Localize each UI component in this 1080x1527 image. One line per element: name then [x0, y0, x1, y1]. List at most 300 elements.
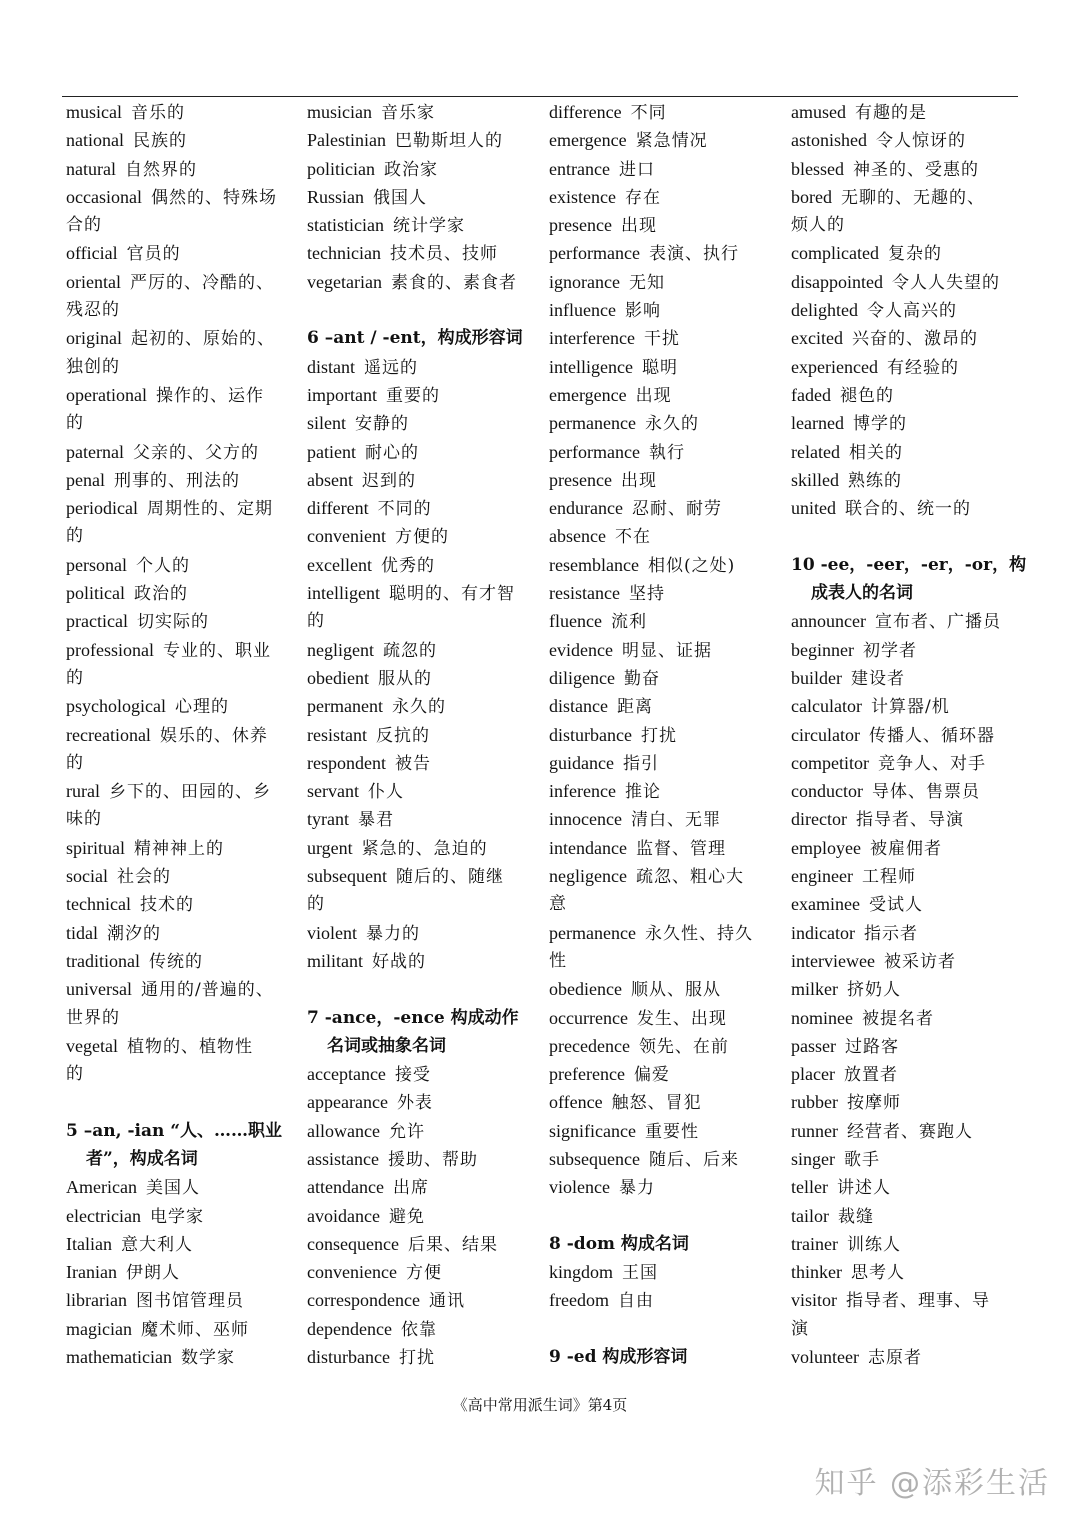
english-word: resistance [549, 583, 620, 604]
word-entry [549, 551, 791, 579]
english-word: bored [791, 186, 832, 207]
word-entry [791, 324, 1033, 352]
word-entry [307, 155, 549, 183]
english-word: trainer [791, 1233, 838, 1254]
word-entry [307, 183, 549, 211]
chinese-meaning: 通用的/普遍的、 [140, 980, 274, 1001]
spacer [307, 296, 549, 324]
chinese-meaning: 思考人 [851, 1263, 905, 1284]
chinese-meaning: 依靠 [400, 1319, 437, 1340]
chinese-meaning: 起初的、原始的、 [131, 329, 275, 350]
english-word: astonished [791, 130, 867, 151]
word-entry [791, 155, 1033, 183]
chinese-meaning: 仆人 [367, 782, 404, 803]
english-word: emergence [549, 130, 627, 151]
column-4 [791, 98, 1033, 1371]
english-word: excellent [307, 554, 372, 575]
english-word: professional [66, 639, 154, 660]
english-word: difference [549, 102, 622, 122]
chinese-meaning: 的 [307, 894, 325, 915]
chinese-meaning: 相似(之处) [647, 555, 736, 576]
chinese-meaning: 独创的 [66, 356, 120, 377]
meaning-continuation [66, 296, 307, 324]
english-word: disappointed [791, 271, 883, 292]
english-word: statistician [307, 215, 384, 236]
english-word: indicator [791, 922, 855, 943]
word-entry [307, 721, 549, 749]
chinese-meaning: 精神神上的 [134, 838, 224, 859]
english-word: mathematician [66, 1347, 172, 1368]
word-entry [307, 947, 549, 975]
section-heading: 10 -ee，-eer，-er，-or，构 [791, 554, 1027, 575]
chinese-meaning: 个人的 [135, 555, 190, 576]
chinese-meaning: 方便 [405, 1263, 442, 1284]
chinese-meaning: 通讯 [428, 1291, 465, 1312]
word-entry [66, 919, 307, 947]
word-entry [307, 522, 549, 550]
chinese-meaning: 统计学家 [392, 216, 465, 237]
chinese-meaning: 魔术师、巫师 [140, 1319, 249, 1340]
english-word: Iranian [66, 1262, 117, 1283]
english-word: recreational [66, 724, 151, 745]
english-word: subsequent [307, 866, 387, 887]
word-entry [549, 919, 791, 947]
word-entry [549, 749, 791, 777]
word-entry [549, 834, 791, 862]
meaning-continuation [791, 211, 1033, 239]
word-entry [791, 1060, 1033, 1088]
word-entry [791, 1032, 1033, 1060]
chinese-meaning: 外表 [396, 1093, 433, 1114]
chinese-meaning: 流利 [610, 612, 647, 633]
chinese-meaning: 社会的 [117, 867, 171, 888]
chinese-meaning: 讲述人 [836, 1178, 891, 1199]
word-entry [549, 268, 791, 296]
english-word: dependence [307, 1318, 392, 1339]
english-word: patient [307, 441, 356, 462]
chinese-meaning: 安静的 [355, 414, 409, 435]
chinese-meaning: 计算器/机 [870, 697, 950, 718]
word-entry [549, 777, 791, 805]
english-word: influence [549, 300, 616, 321]
word-entry [549, 126, 791, 154]
chinese-meaning: 干扰 [643, 329, 680, 350]
meaning-continuation [307, 607, 549, 635]
chinese-meaning: 不在 [614, 527, 651, 548]
chinese-meaning: 出现 [620, 216, 657, 237]
chinese-meaning: 无知 [628, 272, 665, 293]
chinese-meaning: 允许 [388, 1121, 425, 1142]
watermark-text: 知乎 @添彩生活 [814, 1466, 1050, 1501]
chinese-meaning: 志原者 [867, 1348, 922, 1369]
chinese-meaning: 影响 [624, 301, 661, 322]
top-rule [62, 96, 1018, 97]
english-word: respondent [307, 752, 386, 773]
section-heading: 9 -ed 构成形容词 [549, 1347, 688, 1368]
word-entry [307, 239, 549, 267]
english-word: violence [549, 1177, 610, 1198]
chinese-meaning: 监督、管理 [635, 838, 726, 859]
chinese-meaning: 音乐家 [381, 103, 435, 123]
section-heading: 者”，构成名词 [86, 1148, 198, 1169]
word-entry [549, 353, 791, 381]
chinese-meaning: 暴君 [358, 810, 394, 831]
word-entry [66, 890, 307, 918]
word-entry [66, 1286, 307, 1314]
english-word: Italian [66, 1233, 112, 1254]
english-word: beginner [791, 639, 854, 660]
chinese-meaning: 切实际的 [136, 612, 209, 633]
word-entry [307, 777, 549, 805]
chinese-meaning: 操作的、运作 [155, 385, 264, 406]
chinese-meaning: 令人高兴的 [866, 301, 957, 322]
word-entry [307, 381, 549, 409]
chinese-meaning: 俄国人 [373, 187, 428, 208]
english-word: placer [791, 1064, 835, 1085]
word-entry [307, 1145, 549, 1173]
word-entry [66, 1173, 307, 1201]
english-word: periodical [66, 498, 138, 519]
chinese-meaning: 父亲的、父方的 [132, 442, 259, 463]
word-entry [791, 438, 1033, 466]
chinese-meaning: 性 [549, 950, 567, 971]
english-word: volunteer [791, 1347, 859, 1368]
chinese-meaning: 援助、帮助 [387, 1149, 478, 1170]
meaning-continuation [66, 664, 307, 692]
word-entry [791, 777, 1033, 805]
english-word: absent [307, 469, 353, 490]
chinese-meaning: 疏忽的 [382, 640, 437, 661]
english-word: preference [549, 1064, 625, 1085]
word-entry [791, 890, 1033, 918]
english-word: amused [791, 102, 846, 122]
english-word: operational [66, 384, 147, 405]
chinese-meaning: 美国人 [145, 1178, 200, 1199]
english-word: occurrence [549, 1007, 628, 1028]
word-entry [791, 1117, 1033, 1145]
word-entry [791, 692, 1033, 720]
chinese-meaning: 触怒、冒犯 [611, 1093, 702, 1114]
english-word: builder [791, 667, 842, 688]
chinese-meaning: 有趣的是 [854, 103, 927, 123]
chinese-meaning: 技术员、技师 [389, 244, 498, 265]
english-word: freedom [549, 1290, 609, 1311]
word-entry [307, 126, 549, 154]
word-entry [791, 239, 1033, 267]
word-entry [307, 692, 549, 720]
chinese-meaning: 巴勒斯坦人的 [395, 131, 503, 152]
word-entry [549, 692, 791, 720]
chinese-meaning: 残忍的 [66, 300, 120, 321]
chinese-meaning: 宣布者、广播员 [874, 612, 1001, 633]
chinese-meaning: 清白、无罪 [630, 810, 721, 831]
english-word: performance [549, 441, 640, 462]
word-entry [307, 353, 549, 381]
word-entry [307, 1343, 549, 1371]
meaning-continuation [66, 353, 307, 381]
section-heading: 成表人的名词 [811, 583, 913, 604]
english-word: different [307, 498, 369, 519]
word-entry [307, 409, 549, 437]
word-entry [307, 1258, 549, 1286]
english-word: milker [791, 979, 838, 1000]
chinese-meaning: 出席 [392, 1178, 429, 1199]
word-entry [66, 381, 307, 409]
english-word: spiritual [66, 837, 125, 858]
word-entry [791, 1088, 1033, 1116]
english-word: skilled [791, 469, 839, 490]
chinese-meaning: 放置者 [843, 1065, 898, 1086]
english-word: resemblance [549, 554, 639, 575]
english-word: violent [307, 922, 357, 943]
chinese-meaning: 政治的 [133, 584, 188, 605]
word-entry [307, 466, 549, 494]
word-entry [66, 324, 307, 352]
word-entry [791, 381, 1033, 409]
word-entry [66, 494, 307, 522]
word-entry [549, 324, 791, 352]
spacer [549, 1315, 791, 1343]
word-entry [307, 494, 549, 522]
chinese-meaning: 指导者、导演 [855, 810, 964, 831]
english-word: endurance [549, 498, 623, 519]
english-word: practical [66, 611, 128, 632]
word-entry [66, 551, 307, 579]
word-entry [307, 1060, 549, 1088]
english-word: Palestinian [307, 130, 386, 151]
english-word: rural [66, 781, 100, 802]
chinese-meaning: 的 [66, 413, 84, 434]
english-word: permanence [549, 413, 636, 434]
word-entry [549, 98, 791, 126]
word-entry [791, 296, 1033, 324]
chinese-meaning: 王国 [622, 1263, 659, 1284]
word-entry [66, 1258, 307, 1286]
english-word: faded [791, 384, 831, 405]
chinese-meaning: 心理的 [174, 697, 229, 718]
chinese-meaning: 顺从、服从 [630, 980, 721, 1001]
english-word: personal [66, 554, 127, 575]
chinese-meaning: 打扰 [398, 1348, 435, 1369]
english-word: excited [791, 328, 843, 349]
english-word: entrance [549, 158, 610, 179]
chinese-meaning: 指引 [622, 753, 659, 774]
word-entry [66, 947, 307, 975]
english-word: servant [307, 781, 359, 802]
english-word: engineer [791, 866, 853, 887]
english-word: examinee [791, 894, 860, 915]
english-word: runner [791, 1120, 838, 1141]
chinese-meaning: 优秀的 [380, 555, 435, 576]
meaning-continuation [549, 890, 791, 918]
word-entry [791, 919, 1033, 947]
chinese-meaning: 合的 [66, 215, 102, 236]
chinese-meaning: 熟练的 [848, 470, 902, 491]
english-word: silent [307, 413, 346, 434]
english-word: disturbance [307, 1347, 390, 1368]
chinese-meaning: 方便的 [394, 527, 449, 548]
word-entry [549, 636, 791, 664]
chinese-meaning: 受试人 [868, 895, 923, 916]
english-word: important [307, 384, 377, 405]
word-entry [307, 1117, 549, 1145]
chinese-meaning: 领先、在前 [638, 1036, 729, 1057]
english-word: innocence [549, 809, 622, 830]
word-entry [549, 1032, 791, 1060]
chinese-meaning: 电学家 [149, 1206, 204, 1227]
chinese-meaning: 烦人的 [791, 215, 845, 236]
word-entry [307, 1173, 549, 1201]
word-entry [307, 664, 549, 692]
chinese-meaning: 指示者 [863, 923, 918, 944]
chinese-meaning: 永久性、持久 [644, 923, 753, 944]
chinese-meaning: 偏爱 [633, 1065, 670, 1086]
word-entry [66, 579, 307, 607]
word-entry [307, 834, 549, 862]
english-word: employee [791, 837, 861, 858]
english-word: singer [791, 1148, 835, 1169]
chinese-meaning: 进口 [618, 159, 655, 180]
chinese-meaning: 发生、出现 [636, 1008, 727, 1029]
word-entry [307, 636, 549, 664]
chinese-meaning: 打扰 [640, 725, 677, 746]
english-word: competitor [791, 752, 869, 773]
english-word: oriental [66, 271, 121, 292]
english-word: assistance [307, 1148, 379, 1169]
word-entry [66, 862, 307, 890]
word-entry [66, 777, 307, 805]
section-heading: 8 -dom 构成名词 [549, 1233, 689, 1254]
english-word: tailor [791, 1205, 829, 1226]
word-entry [549, 721, 791, 749]
chinese-meaning: 博学的 [852, 414, 907, 435]
english-word: evidence [549, 639, 613, 660]
english-word: ignorance [549, 271, 620, 292]
chinese-meaning: 表演、执行 [648, 244, 739, 265]
section-heading: 6 –ant / -ent，构成形容词 [307, 328, 523, 349]
word-entry [549, 1173, 791, 1201]
chinese-meaning: 有经验的 [886, 357, 959, 378]
english-word: psychological [66, 696, 166, 717]
chinese-meaning: 竞争人、对手 [877, 753, 986, 774]
english-word: vegetarian [307, 271, 382, 292]
english-word: learned [791, 413, 844, 434]
english-word: announcer [791, 611, 866, 632]
english-word: offence [549, 1092, 603, 1113]
english-word: traditional [66, 950, 140, 971]
word-entry [66, 692, 307, 720]
english-word: tidal [66, 922, 98, 943]
english-word: universal [66, 979, 132, 1000]
english-word: magician [66, 1318, 132, 1339]
word-entry [791, 1145, 1033, 1173]
word-entry [307, 98, 549, 126]
english-word: tyrant [307, 809, 349, 830]
chinese-meaning: 自由 [617, 1291, 654, 1312]
english-word: significance [549, 1120, 636, 1141]
chinese-meaning: 遥远的 [364, 357, 418, 378]
english-word: American [66, 1177, 137, 1198]
chinese-meaning: 出现 [620, 470, 657, 491]
chinese-meaning: 的 [66, 526, 84, 547]
english-word: attendance [307, 1177, 384, 1198]
chinese-meaning: 民族的 [132, 131, 187, 152]
word-entry [66, 126, 307, 154]
chinese-meaning: 数学家 [180, 1348, 235, 1369]
meaning-continuation [66, 1060, 307, 1088]
meaning-continuation [66, 805, 307, 833]
chinese-meaning: 世界的 [66, 1007, 120, 1028]
chinese-meaning: 兴奋的、激昂的 [851, 329, 978, 350]
chinese-meaning: 植物的、植物性 [126, 1036, 253, 1057]
chinese-meaning: 娱乐的、休养 [159, 725, 268, 746]
english-word: politician [307, 158, 375, 179]
word-entry [549, 1117, 791, 1145]
word-entry [549, 975, 791, 1003]
english-word: passer [791, 1035, 836, 1056]
chinese-meaning: 忍耐、耐劳 [631, 499, 722, 520]
word-entry [791, 975, 1033, 1003]
word-entry [791, 1230, 1033, 1258]
word-entry [791, 947, 1033, 975]
english-word: paternal [66, 441, 124, 462]
meaning-continuation [66, 409, 307, 437]
chinese-meaning: 裁缝 [838, 1206, 874, 1227]
english-word: occasional [66, 186, 142, 207]
word-entry [791, 636, 1033, 664]
word-entry [791, 862, 1033, 890]
chinese-meaning: 偶然的、特殊场 [150, 187, 277, 208]
english-word: rubber [791, 1092, 838, 1113]
english-word: consequence [307, 1233, 399, 1254]
chinese-meaning: 指导者、理事、导 [846, 1291, 991, 1312]
word-entry [307, 749, 549, 777]
word-entry [307, 579, 549, 607]
english-word: convenience [307, 1262, 397, 1283]
chinese-meaning: 素食的、素食者 [390, 272, 517, 293]
english-word: complicated [791, 243, 879, 264]
english-word: convenient [307, 526, 386, 547]
chinese-meaning: 明显、证据 [621, 640, 712, 661]
word-entry [549, 466, 791, 494]
word-entry [66, 155, 307, 183]
word-entry [66, 1032, 307, 1060]
word-entry [549, 1286, 791, 1314]
chinese-meaning: 潮汐的 [107, 923, 161, 944]
english-word: official [66, 243, 118, 264]
chinese-meaning: 服从的 [377, 668, 432, 689]
english-word: guidance [549, 752, 614, 773]
word-entry [549, 296, 791, 324]
chinese-meaning: 被采访者 [883, 951, 956, 972]
chinese-meaning: 复杂的 [887, 244, 942, 265]
chinese-meaning: 的 [66, 752, 84, 773]
chinese-meaning: 反抗的 [376, 725, 430, 746]
meaning-continuation [66, 749, 307, 777]
word-entry [549, 664, 791, 692]
english-word: nominee [791, 1007, 853, 1028]
word-entry [549, 183, 791, 211]
english-word: negligent [307, 639, 374, 660]
word-entry [791, 1286, 1033, 1314]
english-word: obedience [549, 979, 622, 1000]
word-entry [66, 466, 307, 494]
chinese-meaning: 挤奶人 [847, 980, 901, 1001]
chinese-meaning: 工程师 [861, 867, 916, 888]
word-entry [791, 98, 1033, 126]
chinese-meaning: 刑事的、刑法的 [113, 470, 240, 491]
english-word: Russian [307, 186, 365, 207]
